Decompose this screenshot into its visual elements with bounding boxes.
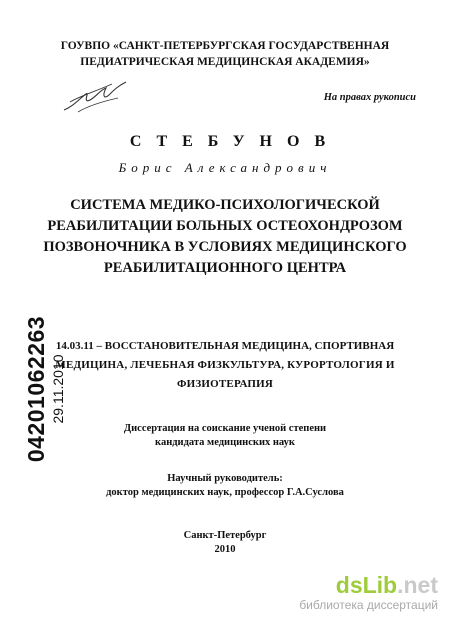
author-name: Борис Александрович	[118, 160, 332, 175]
specialty-line: 14.03.11 – ВОССТАНОВИТЕЛЬНАЯ МЕДИЦИНА, СПОРТИВНАЯ	[55, 340, 395, 352]
city: Санкт-Петербург	[183, 530, 267, 541]
watermark-tagline: библиотека диссертаций	[299, 598, 438, 612]
supervisor-label: Научный руководитель:	[167, 473, 283, 484]
institution-header	[0, 38, 450, 70]
degree-line-2: кандидата медицинских наук	[155, 437, 295, 448]
title-line: СИСТЕМА МЕДИКО-ПСИХОЛОГИЧЕСКОЙ	[70, 197, 380, 213]
title-line: ПОЗВОНОЧНИКА В УСЛОВИЯХ МЕДИЦИНСКОГО	[43, 239, 407, 255]
watermark-brand	[299, 572, 438, 598]
stamp-number: 04201062263	[23, 315, 49, 463]
watermark-brand-main: dsLib	[335, 572, 398, 598]
dslib-watermark	[299, 572, 438, 612]
library-stamp	[24, 274, 66, 504]
supervisor	[0, 472, 450, 500]
degree-line-1: Диссертация на соискание ученой степени	[123, 423, 327, 434]
institution-line-2: ПЕДИАТРИЧЕСКАЯ МЕДИЦИНСКАЯ АКАДЕМИЯ»	[80, 56, 370, 68]
specialty-line: ФИЗИОТЕРАПИЯ	[176, 378, 274, 390]
watermark-brand-tld: .net	[397, 572, 438, 598]
specialty-line: МЕДИЦИНА, ЛЕЧЕБНАЯ ФИЗКУЛЬТУРА, КУРОРТОЛОГИЯ И	[55, 359, 395, 371]
year: 2010	[214, 544, 236, 555]
title-line: РЕАБИЛИТАЦИОННОГО ЦЕНТРА	[103, 260, 347, 276]
place-and-year	[0, 529, 450, 557]
institution-line-1: ГОУВПО «САНКТ-ПЕТЕРБУРГСКАЯ ГОСУДАРСТВЕННАЯ	[60, 40, 390, 52]
supervisor-name: доктор медицинских наук, профессор Г.А.Суслова	[106, 487, 344, 498]
author-surname: СТЕБУНОВ	[129, 133, 341, 150]
degree-statement	[0, 422, 450, 450]
handwritten-signature	[60, 76, 132, 116]
title-line: РЕАБИЛИТАЦИИ БОЛЬНЫХ ОСТЕОХОНДРОЗОМ	[47, 218, 403, 234]
dissertation-title	[0, 195, 450, 279]
manuscript-note: На правах рукописи	[323, 92, 416, 103]
specialty	[0, 337, 450, 394]
stamp-date: 29.11.2010	[50, 354, 66, 424]
